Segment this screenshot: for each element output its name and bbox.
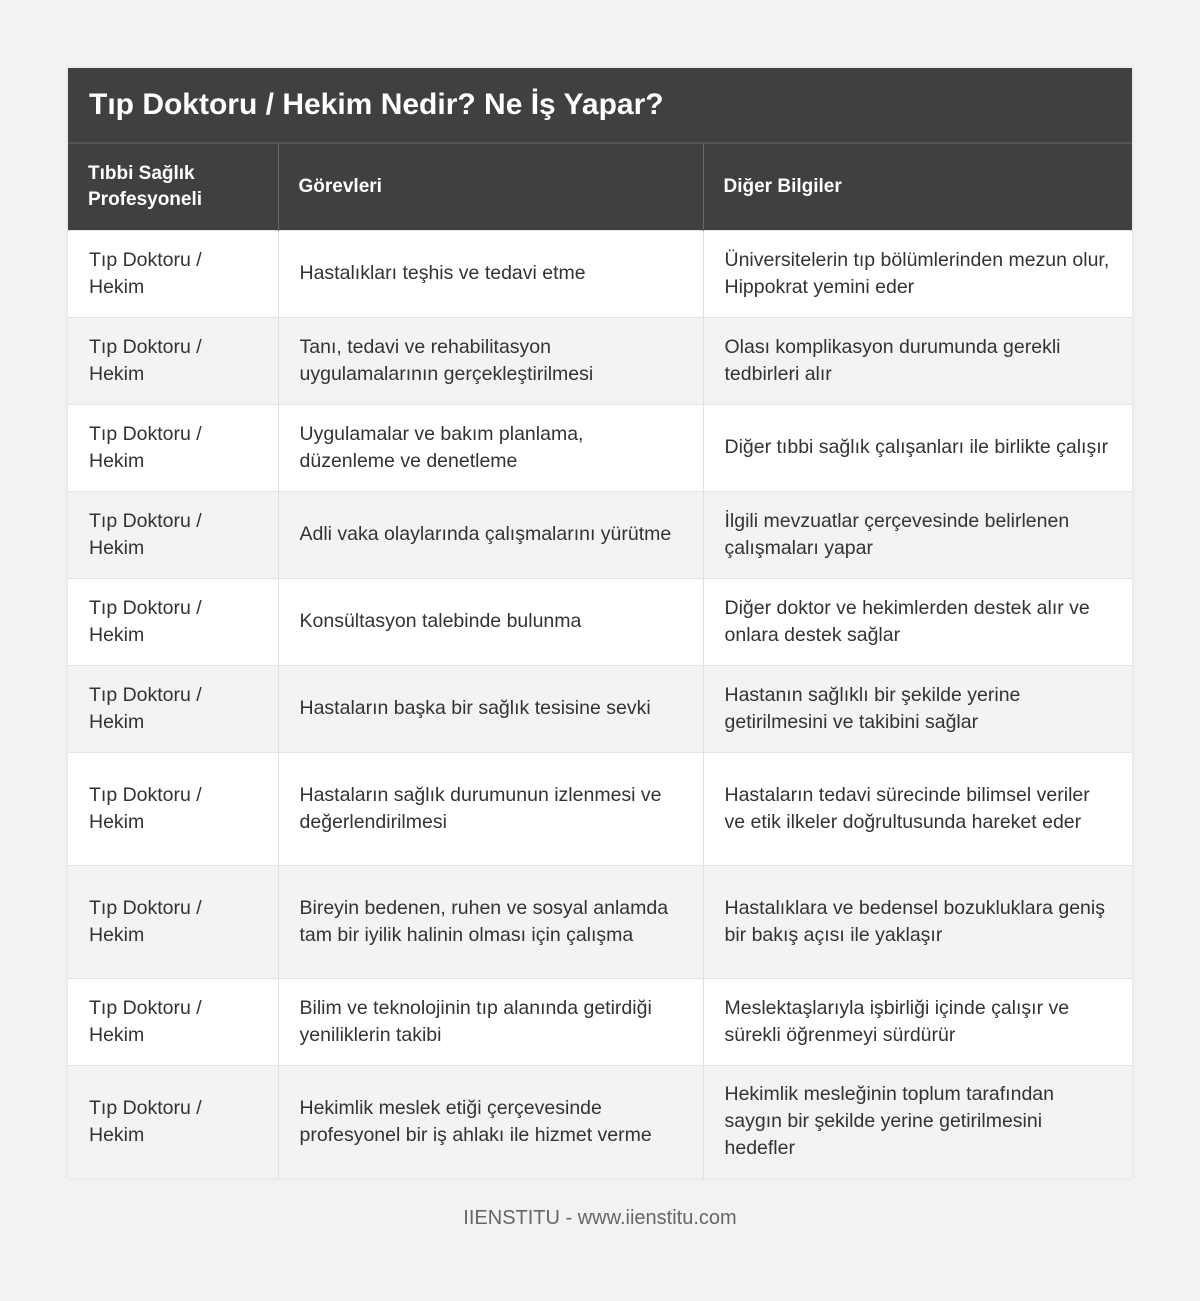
column-header-other-info: Diğer Bilgiler xyxy=(703,144,1132,230)
table-row xyxy=(68,317,1132,404)
cell-other-info: Diğer tıbbi sağlık çalışanları ile birlikte çalışır xyxy=(703,404,1132,491)
table-row xyxy=(68,865,1132,978)
column-header-profession: Tıbbi Sağlık Profesyoneli xyxy=(68,144,278,230)
cell-other-info: Diğer doktor ve hekimlerden destek alır ve onlara destek sağlar xyxy=(703,578,1132,665)
cell-profession: Tıp Doktoru / Hekim xyxy=(68,404,278,491)
cell-other-info: Hastaların tedavi sürecinde bilimsel veriler ve etik ilkeler doğrultusunda hareket eder xyxy=(703,752,1132,865)
cell-duty: Konsültasyon talebinde bulunma xyxy=(278,578,703,665)
table-row xyxy=(68,230,1132,317)
cell-duty: Uygulamalar ve bakım planlama, düzenleme ve denetleme xyxy=(278,404,703,491)
table-header-row xyxy=(68,144,1132,230)
column-header-duties: Görevleri xyxy=(278,144,703,230)
cell-profession: Tıp Doktoru / Hekim xyxy=(68,978,278,1065)
cell-duty: Hastaların sağlık durumunun izlenmesi ve değerlendirilmesi xyxy=(278,752,703,865)
cell-duty: Bireyin bedenen, ruhen ve sosyal anlamda tam bir iyilik halinin olması için çalışma xyxy=(278,865,703,978)
cell-duty: Adli vaka olaylarında çalışmalarını yürütme xyxy=(278,491,703,578)
cell-profession: Tıp Doktoru / Hekim xyxy=(68,1065,278,1178)
cell-profession: Tıp Doktoru / Hekim xyxy=(68,865,278,978)
table-row xyxy=(68,578,1132,665)
cell-other-info: Olası komplikasyon durumunda gerekli tedbirleri alır xyxy=(703,317,1132,404)
cell-duty: Tanı, tedavi ve rehabilitasyon uygulamalarının gerçekleştirilmesi xyxy=(278,317,703,404)
info-table xyxy=(68,144,1132,1178)
table-row xyxy=(68,491,1132,578)
table-row xyxy=(68,665,1132,752)
cell-other-info: Hekimlik mesleğinin toplum tarafından saygın bir şekilde yerine getirilmesini hedefler xyxy=(703,1065,1132,1178)
cell-profession: Tıp Doktoru / Hekim xyxy=(68,230,278,317)
cell-other-info: Hastanın sağlıklı bir şekilde yerine getirilmesini ve takibini sağlar xyxy=(703,665,1132,752)
cell-duty: Hastaların başka bir sağlık tesisine sevki xyxy=(278,665,703,752)
cell-profession: Tıp Doktoru / Hekim xyxy=(68,578,278,665)
cell-profession: Tıp Doktoru / Hekim xyxy=(68,317,278,404)
table-title: Tıp Doktoru / Hekim Nedir? Ne İş Yapar? xyxy=(68,68,1132,144)
table-row xyxy=(68,1065,1132,1178)
info-table-card xyxy=(68,68,1132,1178)
cell-duty: Bilim ve teknolojinin tıp alanında getirdiği yeniliklerin takibi xyxy=(278,978,703,1065)
footer-credit: IIENSTITU - www.iienstitu.com xyxy=(463,1207,737,1229)
cell-other-info: Üniversitelerin tıp bölümlerinden mezun olur, Hippokrat yemini eder xyxy=(703,230,1132,317)
table-row xyxy=(68,978,1132,1065)
cell-profession: Tıp Doktoru / Hekim xyxy=(68,665,278,752)
cell-profession: Tıp Doktoru / Hekim xyxy=(68,752,278,865)
cell-duty: Hastalıkları teşhis ve tedavi etme xyxy=(278,230,703,317)
cell-duty: Hekimlik meslek etiği çerçevesinde profesyonel bir iş ahlakı ile hizmet verme xyxy=(278,1065,703,1178)
cell-other-info: Meslektaşlarıyla işbirliği içinde çalışır ve sürekli öğrenmeyi sürdürür xyxy=(703,978,1132,1065)
cell-profession: Tıp Doktoru / Hekim xyxy=(68,491,278,578)
table-row xyxy=(68,404,1132,491)
table-row xyxy=(68,752,1132,865)
cell-other-info: Hastalıklara ve bedensel bozukluklara geniş bir bakış açısı ile yaklaşır xyxy=(703,865,1132,978)
cell-other-info: İlgili mevzuatlar çerçevesinde belirlenen çalışmaları yapar xyxy=(703,491,1132,578)
